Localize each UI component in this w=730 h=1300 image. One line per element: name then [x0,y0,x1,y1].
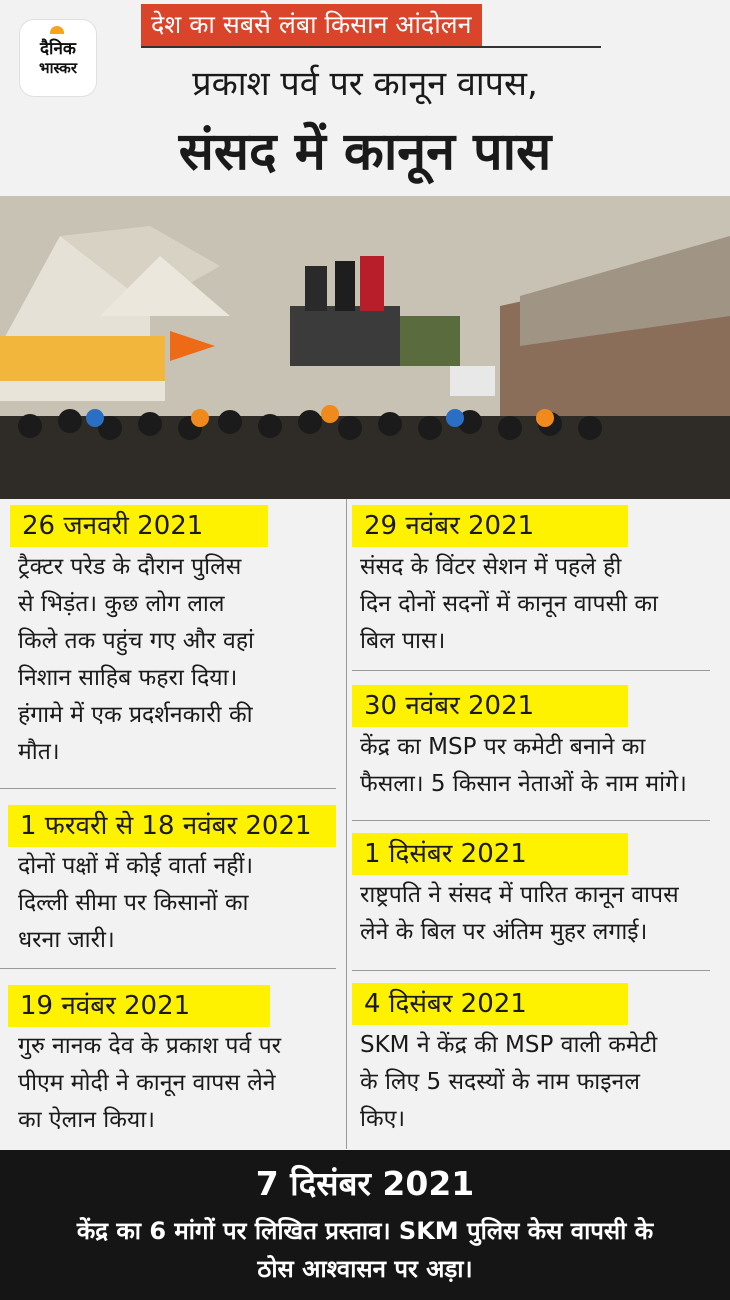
event-description: गुरु नानक देव के प्रकाश पर्व पर पीएम मोदी ने कानून वापस लेने का ऐलान किया। [18,1033,282,1133]
event-date: 4 दिसंबर 2021 [352,983,628,1025]
event-description: SKM ने केंद्र की MSP वाली कमेटी के लिए 5 सदस्यों के नाम फाइनल किए। [360,1032,658,1132]
event-date: 1 दिसंबर 2021 [352,833,628,875]
topic-tag: देश का सबसे लंबा किसान आंदोलन [141,4,482,46]
headline-line1: प्रकाश पर्व पर कानून वापस, [192,64,538,104]
entry-separator [0,788,336,789]
brand-name-line1: दैनिक [40,39,76,59]
event-date: 19 नवंबर 2021 [8,985,270,1027]
brand-name-line2: भास्कर [39,59,77,77]
entry-separator [0,968,336,969]
sun-icon [50,26,64,34]
footer-date: 7 दिसंबर 2021 [255,1164,475,1203]
entry-separator [352,970,710,971]
protest-photo-illustration [0,196,730,499]
event-description: केंद्र का MSP पर कमेटी बनाने का फैसला। 5 किसान नेताओं के नाम मांगे। [360,734,687,797]
event-description: राष्ट्रपति ने संसद में पारित कानून वापस लेने के बिल पर अंतिम मुहर लगाई। [360,882,679,945]
timeline-divider [346,499,347,1149]
event-date: 30 नवंबर 2021 [352,685,628,727]
event-description: संसद के विंटर सेशन में पहले ही दिन दोनों सदनों में कानून वापसी का बिल पास। [360,554,659,654]
entry-separator [352,670,710,671]
event-description: ट्रैक्टर परेड के दौरान पुलिस से भिड़ंत। कुछ लोग लाल किले तक पहुंच गए और वहां निशान साहिब फहरा दिया। हंगामे में एक प्रदर्शनकारी की मौत। [18,554,254,765]
entry-separator [352,820,710,821]
footer-banner [0,1150,730,1300]
footer-description: केंद्र का 6 मांगों पर लिखित प्रस्ताव। SKM पुलिस केस वापसी के ठोस आश्वासन पर अड़ा। [76,1217,654,1283]
tag-underline [141,46,601,48]
headline-line2: संसद में कानून पास [178,122,552,182]
event-date: 1 फरवरी से 18 नवंबर 2021 [8,805,336,847]
protest-photo [0,196,730,499]
event-description: दोनों पक्षों में कोई वार्ता नहीं। दिल्ली सीमा पर किसानों का धरना जारी। [18,853,254,953]
event-date: 26 जनवरी 2021 [10,505,268,547]
event-date: 29 नवंबर 2021 [352,505,628,547]
